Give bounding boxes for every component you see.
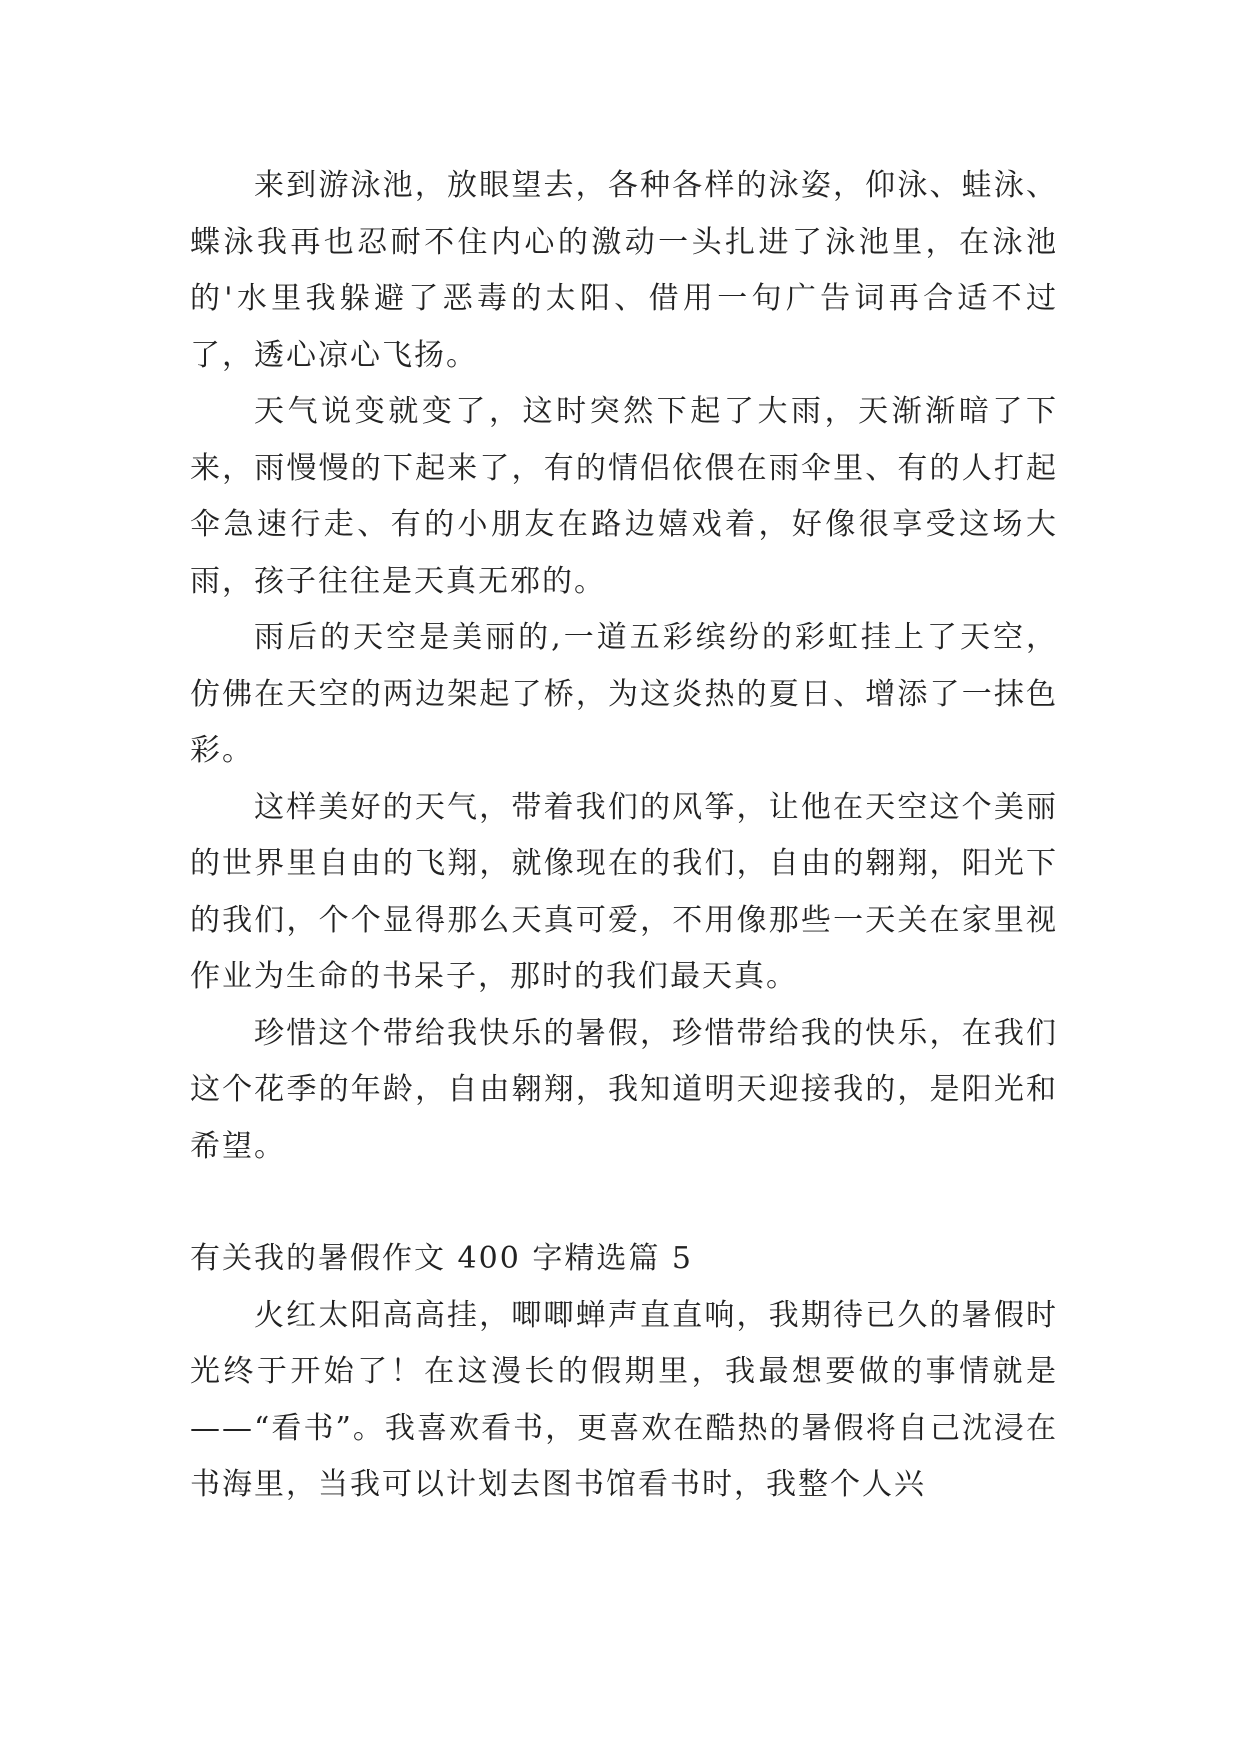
paragraph-rainbow: 雨后的天空是美丽的,一道五彩缤纷的彩虹挂上了天空，仿佛在天空的两边架起了桥，为这炎热的夏日、增添了一抹色彩。 [190, 620, 1058, 768]
paragraph-reading: 火红太阳高高挂，唧唧蝉声直直响，我期待已久的暑假时光终于开始了！在这漫长的假期里，我最想要做的事情就是——“看书”。我喜欢看书，更喜欢在酷热的暑假将自己沈浸在书海里，当我可以计划去图书馆看书时，我整个人兴 [190, 1297, 1058, 1502]
section-title: 有关我的暑假作文 400 字精选篇 5 [190, 1241, 693, 1276]
paragraph-rain: 天气说变就变了，这时突然下起了大雨，天渐渐暗了下来，雨慢慢的下起来了，有的情侣依偎在雨伞里、有的人打起伞急速行走、有的小朋友在路边嬉戏着，好像很享受这场大雨，孩子往往是天真无邪的。 [190, 394, 1058, 599]
paragraph-cherish: 珍惜这个带给我快乐的暑假，珍惜带给我的快乐，在我们这个花季的年龄，自由翱翔，我知道明天迎接我的，是阳光和希望。 [190, 1015, 1058, 1164]
document-body [190, 158, 1058, 1514]
paragraph-swimming-pool: 来到游泳池，放眼望去，各种各样的泳姿，仰泳、蛙泳、蝶泳我再也忍耐不住内心的激动一头扎进了泳池里，在泳池的'水里我躲避了恶毒的太阳、借用一句广告词再合适不过了，透心凉心飞扬。 [190, 168, 1058, 373]
paragraph-kite: 这样美好的天气，带着我们的风筝，让他在天空这个美丽的世界里自由的飞翔，就像现在的我们，自由的翱翔，阳光下的我们，个个显得那么天真可爱，不用像那些一天关在家里视作业为生命的书呆子，那时的我们最天真。 [190, 789, 1058, 994]
